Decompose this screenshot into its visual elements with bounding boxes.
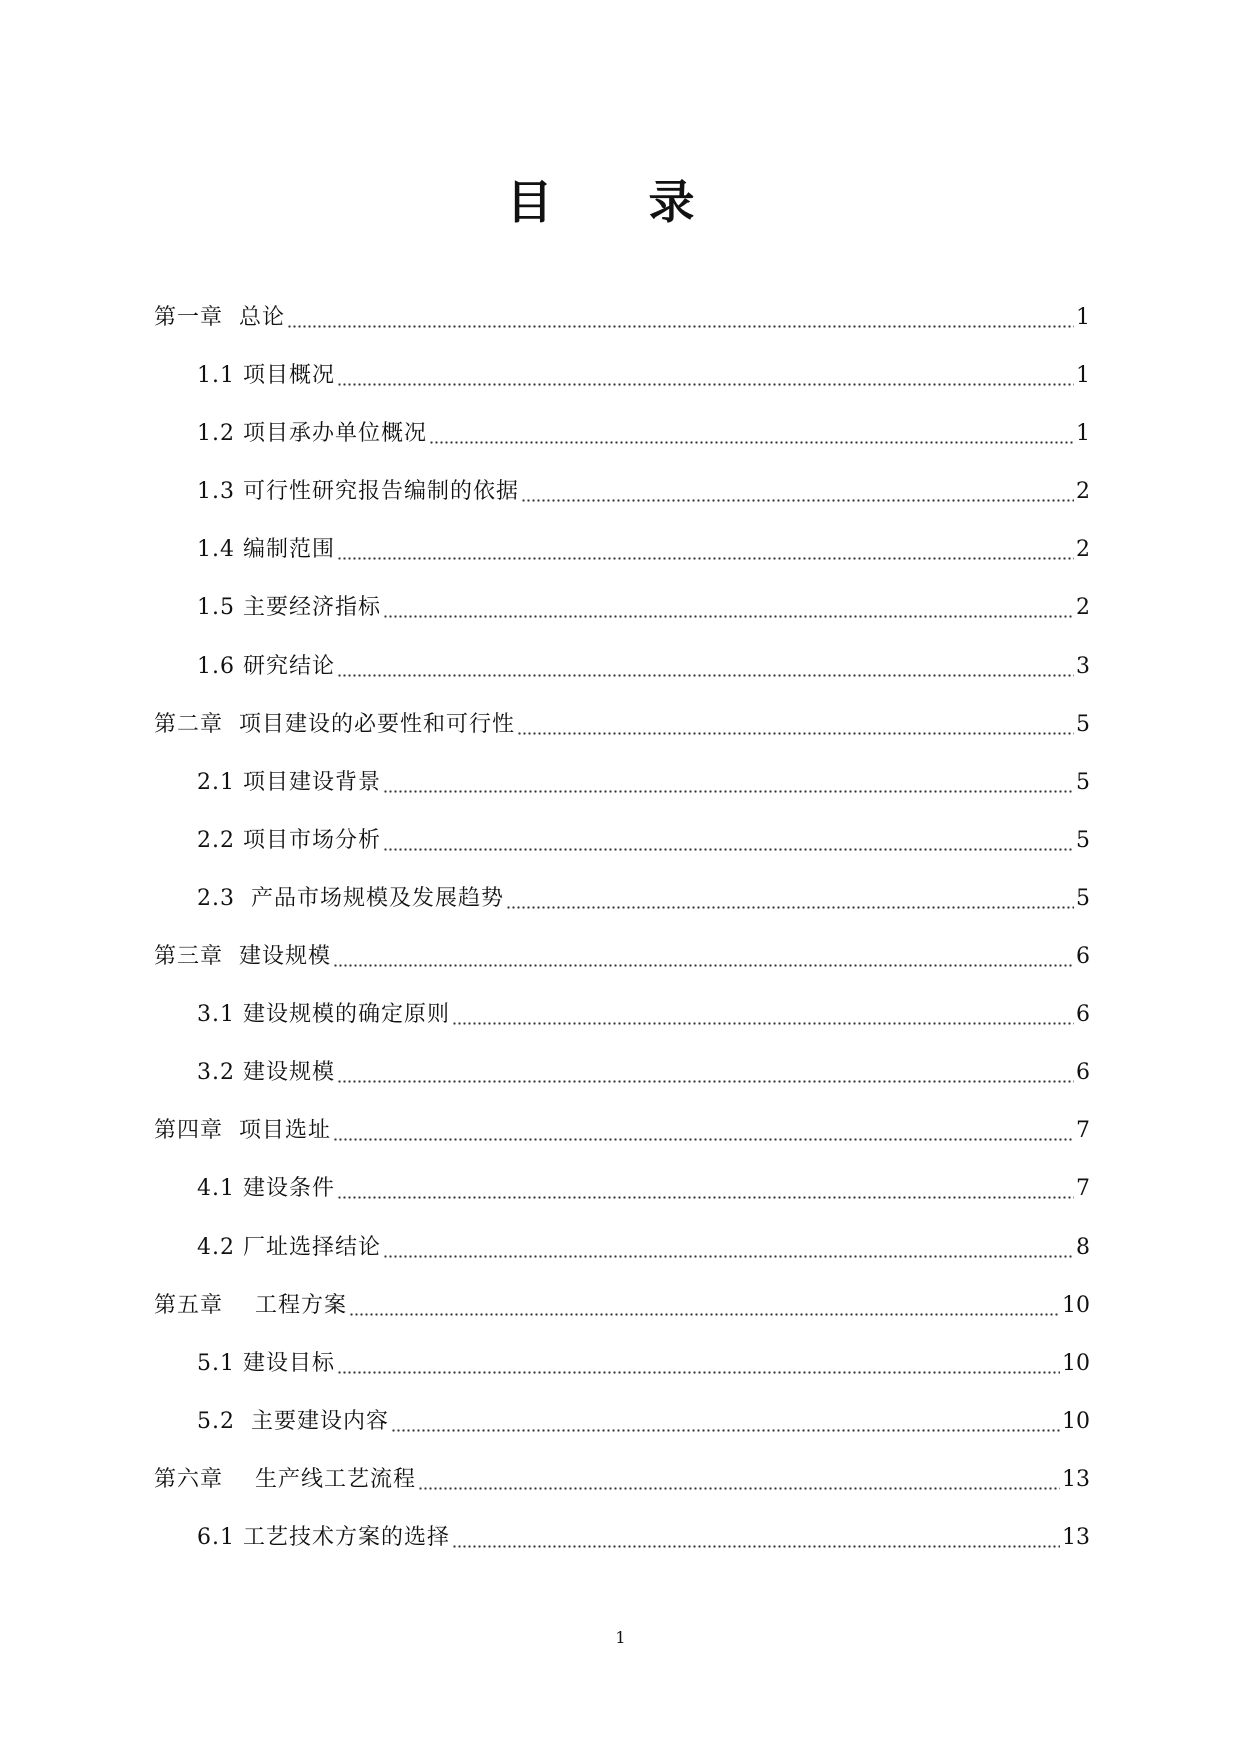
toc-entry-section-1-5[interactable]: [154, 593, 1090, 651]
dot-leader: [287, 303, 1074, 333]
toc-entry-chapter-6[interactable]: [154, 1465, 1090, 1523]
toc-entry-page: 13: [1062, 1466, 1090, 1492]
dot-leader: [429, 419, 1074, 449]
toc-entry-page: 6: [1076, 1060, 1090, 1086]
toc-entry-section-1-2[interactable]: [154, 419, 1090, 477]
toc-entry-text: 1.5 主要经济指标: [197, 595, 381, 621]
toc-entry-text: 1.3 可行性研究报告编制的依据: [197, 479, 519, 505]
toc-entry-text: 5.2 主要建设内容: [197, 1408, 389, 1434]
toc-entry-page: 8: [1076, 1234, 1090, 1260]
toc-entry-text: 4.2 厂址选择结论: [197, 1234, 381, 1260]
dot-leader: [383, 768, 1074, 798]
toc-entry-text: 1.2 项目承办单位概况: [197, 421, 427, 447]
toc-entry-section-1-1[interactable]: [154, 361, 1090, 419]
dot-leader: [517, 710, 1074, 740]
dot-leader: [337, 1349, 1060, 1379]
toc-entry-section-3-1[interactable]: [154, 1000, 1090, 1058]
toc-entry-text: 1.4 编制范围: [197, 537, 335, 563]
toc-entry-section-5-2[interactable]: [154, 1407, 1090, 1465]
toc-entry-text: 5.1 建设目标: [197, 1350, 335, 1376]
dot-leader: [391, 1407, 1060, 1437]
dot-leader: [383, 593, 1074, 623]
toc-entry-section-1-6[interactable]: [154, 652, 1090, 710]
dot-leader: [337, 652, 1074, 682]
toc-entry-text: 4.1 建设条件: [197, 1176, 335, 1202]
toc-entry-text: 2.3 产品市场规模及发展趋势: [197, 885, 504, 911]
toc-entry-text: 第四章 项目选址: [154, 1118, 331, 1144]
toc-entry-chapter-1[interactable]: [154, 303, 1090, 361]
toc-entry-page: 1: [1076, 305, 1090, 330]
toc-entry-section-4-1[interactable]: [154, 1174, 1090, 1232]
toc-entry-text: 第三章 建设规模: [154, 944, 331, 970]
toc-entry-page: 2: [1076, 595, 1090, 621]
toc-entry-page: 2: [1076, 479, 1090, 505]
toc-entry-section-2-2[interactable]: [154, 826, 1090, 884]
toc-entry-chapter-2[interactable]: [154, 710, 1090, 768]
dot-leader: [452, 1523, 1060, 1553]
page-title: 目 录: [506, 175, 735, 229]
toc-entry-page: 1: [1076, 421, 1090, 447]
toc-entry-section-1-4[interactable]: [154, 535, 1090, 593]
dot-leader: [333, 1116, 1074, 1146]
table-of-contents: [154, 303, 1090, 1581]
dot-leader: [452, 1000, 1074, 1030]
toc-entry-page: 3: [1076, 653, 1090, 679]
toc-entry-page: 10: [1062, 1292, 1090, 1318]
toc-entry-section-3-2[interactable]: [154, 1058, 1090, 1116]
toc-entry-text: 1.6 研究结论: [197, 653, 335, 679]
toc-entry-text: 第六章 生产线工艺流程: [154, 1466, 416, 1492]
dot-leader: [337, 1058, 1074, 1088]
toc-entry-text: 第二章 项目建设的必要性和可行性: [154, 711, 515, 737]
toc-entry-section-4-2[interactable]: [154, 1233, 1090, 1291]
toc-entry-page: 10: [1062, 1408, 1090, 1434]
toc-entry-text: 1.1 项目概况: [197, 363, 335, 389]
toc-entry-text: 3.2 建设规模: [197, 1060, 335, 1086]
dot-leader: [337, 535, 1074, 565]
toc-entry-section-2-1[interactable]: [154, 768, 1090, 826]
toc-entry-page: 10: [1062, 1350, 1090, 1376]
dot-leader: [506, 884, 1074, 914]
toc-entry-text: 2.2 项目市场分析: [197, 827, 381, 853]
toc-entry-page: 5: [1076, 711, 1090, 737]
toc-entry-chapter-5[interactable]: [154, 1291, 1090, 1349]
toc-entry-page: 5: [1076, 769, 1090, 795]
dot-leader: [383, 826, 1074, 856]
toc-entry-page: 6: [1076, 944, 1090, 970]
dot-leader: [521, 477, 1074, 507]
toc-entry-text: 2.1 项目建设背景: [197, 769, 381, 795]
toc-entry-page: 5: [1076, 827, 1090, 853]
toc-entry-section-6-1[interactable]: [154, 1523, 1090, 1581]
toc-entry-text: 3.1 建设规模的确定原则: [197, 1002, 450, 1028]
toc-entry-page: 6: [1076, 1002, 1090, 1028]
toc-entry-page: 5: [1076, 885, 1090, 911]
toc-entry-chapter-4[interactable]: [154, 1116, 1090, 1174]
toc-entry-page: 7: [1076, 1118, 1090, 1144]
toc-entry-section-2-3[interactable]: [154, 884, 1090, 942]
toc-entry-section-5-1[interactable]: [154, 1349, 1090, 1407]
dot-leader: [337, 1174, 1074, 1204]
toc-entry-chapter-3[interactable]: [154, 942, 1090, 1000]
toc-entry-page: 1: [1076, 363, 1090, 389]
toc-entry-page: 13: [1062, 1524, 1090, 1550]
toc-entry-page: 2: [1076, 537, 1090, 563]
dot-leader: [418, 1465, 1060, 1495]
dot-leader: [337, 361, 1074, 391]
page-number: 1: [615, 1628, 626, 1647]
toc-entry-page: 7: [1076, 1176, 1090, 1202]
dot-leader: [333, 942, 1074, 972]
dot-leader: [383, 1233, 1074, 1263]
toc-entry-text: 6.1 工艺技术方案的选择: [197, 1524, 450, 1550]
toc-entry-section-1-3[interactable]: [154, 477, 1090, 535]
toc-entry-text: 第五章 工程方案: [154, 1292, 347, 1318]
toc-entry-text: 第一章 总论: [154, 305, 285, 330]
dot-leader: [349, 1291, 1060, 1321]
